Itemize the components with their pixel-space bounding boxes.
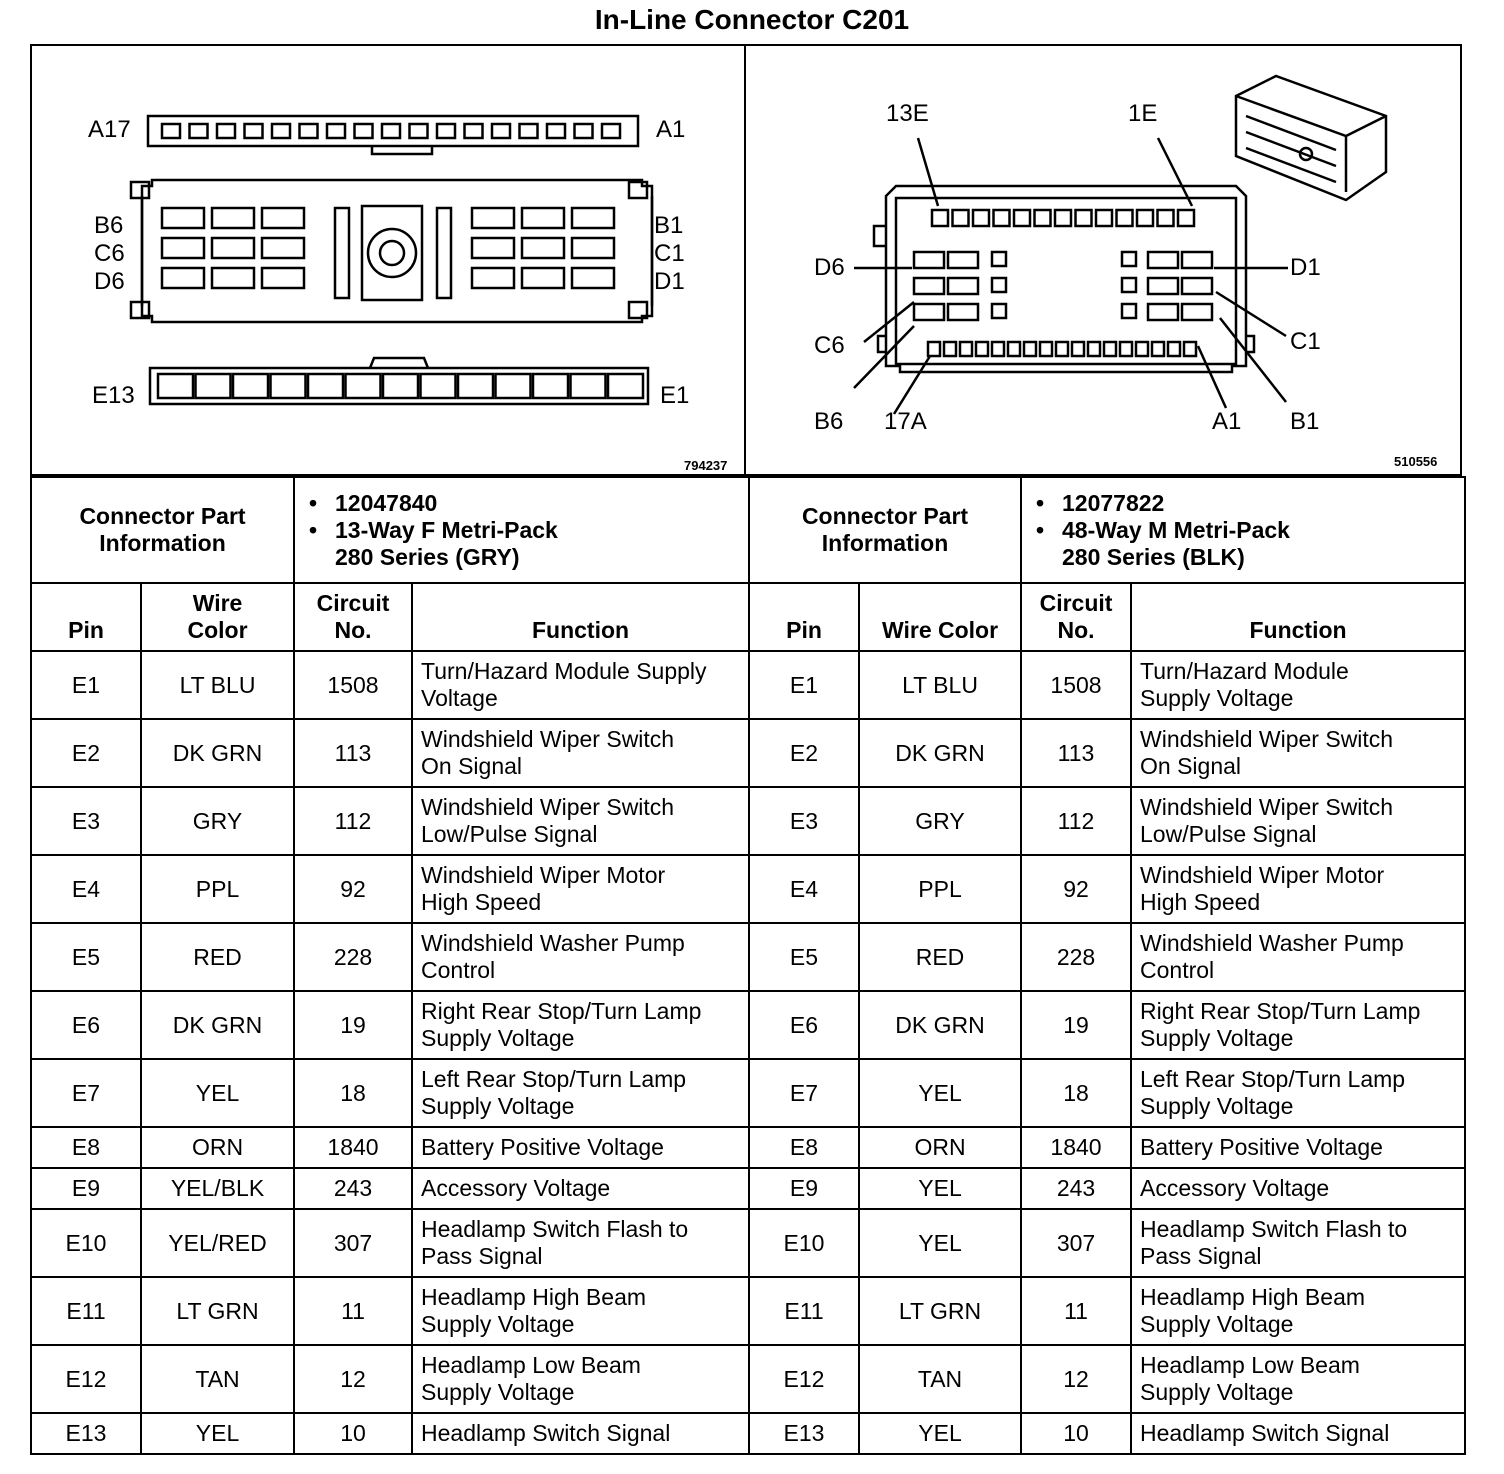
function-cell bbox=[412, 855, 749, 923]
wire-color-cell: DK GRN bbox=[859, 991, 1021, 1059]
circuit-cell: 228 bbox=[1021, 923, 1131, 991]
part-description: 13-Way F Metri-Pack bbox=[335, 516, 558, 543]
wire-color-cell: YEL bbox=[141, 1413, 294, 1454]
function-line-2: Supply Voltage bbox=[1140, 685, 1294, 711]
function-line-2: High Speed bbox=[421, 889, 542, 915]
pin-cell: E4 bbox=[749, 855, 859, 923]
circuit-cell: 243 bbox=[1021, 1168, 1131, 1209]
table-row bbox=[31, 719, 749, 787]
wire-color-cell: GRY bbox=[141, 787, 294, 855]
pin-cell: E3 bbox=[31, 787, 141, 855]
wire-color-cell: GRY bbox=[859, 787, 1021, 855]
circuit-cell: 19 bbox=[294, 991, 412, 1059]
function-cell bbox=[1131, 991, 1465, 1059]
pin-cell: E3 bbox=[749, 787, 859, 855]
label-d1: D1 bbox=[654, 268, 685, 295]
label-d6: D6 bbox=[814, 254, 845, 281]
wire-color-cell: PPL bbox=[859, 855, 1021, 923]
wire-color-cell: DK GRN bbox=[141, 719, 294, 787]
header-function: Function bbox=[412, 583, 749, 651]
wire-color-cell: DK GRN bbox=[141, 991, 294, 1059]
function-line-1: Turn/Hazard Module bbox=[1140, 658, 1349, 684]
label-c6: C6 bbox=[814, 332, 845, 359]
table-row bbox=[749, 923, 1465, 991]
header-circuit-no: Circuit No. bbox=[294, 583, 412, 651]
function-line-1: Windshield Wiper Motor bbox=[421, 862, 666, 888]
wire-color-cell: PPL bbox=[141, 855, 294, 923]
wire-color-cell: TAN bbox=[859, 1345, 1021, 1413]
pin-cell: E8 bbox=[749, 1127, 859, 1168]
function-line-2: Supply Voltage bbox=[1140, 1025, 1294, 1051]
table-header-row bbox=[749, 583, 1465, 651]
pin-cell: E7 bbox=[749, 1059, 859, 1127]
pin-cell: E6 bbox=[749, 991, 859, 1059]
function-cell bbox=[412, 787, 749, 855]
connector-part-info-row bbox=[31, 477, 749, 583]
function-line-2: Supply Voltage bbox=[1140, 1311, 1294, 1337]
part-series: 280 Series (BLK) bbox=[1062, 543, 1245, 570]
label-d1: D1 bbox=[1290, 254, 1321, 281]
wire-color-cell: RED bbox=[141, 923, 294, 991]
circuit-cell: 307 bbox=[294, 1209, 412, 1277]
connector-part-info-label: Connector Part Information bbox=[31, 477, 294, 583]
header-pin: Pin bbox=[749, 583, 859, 651]
label-b1: B1 bbox=[654, 212, 684, 239]
function-line-1: Windshield Wiper Switch bbox=[421, 726, 675, 752]
circuit-cell: 1840 bbox=[294, 1127, 412, 1168]
table-row bbox=[749, 1127, 1465, 1168]
function-cell bbox=[412, 923, 749, 991]
pin-cell: E2 bbox=[31, 719, 141, 787]
right-table-body bbox=[749, 651, 1465, 1454]
pin-cell: E11 bbox=[31, 1277, 141, 1345]
circuit-cell: 92 bbox=[1021, 855, 1131, 923]
function-line-2: Low/Pulse Signal bbox=[1140, 821, 1317, 847]
circuit-cell: 12 bbox=[294, 1345, 412, 1413]
wire-color-cell: RED bbox=[859, 923, 1021, 991]
part-description: 48-Way M Metri-Pack bbox=[1062, 516, 1290, 543]
label-c1: C1 bbox=[1290, 328, 1321, 355]
right-connector-drawing bbox=[746, 46, 1460, 474]
table-row bbox=[31, 1277, 749, 1345]
circuit-cell: 19 bbox=[1021, 991, 1131, 1059]
pin-cell: E5 bbox=[749, 923, 859, 991]
header-circuit-no: Circuit No. bbox=[1021, 583, 1131, 651]
function-line-2: Supply Voltage bbox=[1140, 1379, 1294, 1405]
function-line-1: Windshield Washer Pump bbox=[421, 930, 685, 956]
table-header-row bbox=[31, 583, 749, 651]
wire-color-cell: LT GRN bbox=[859, 1277, 1021, 1345]
function-line-2: Pass Signal bbox=[1140, 1243, 1262, 1269]
header-wire-color: Wire Color bbox=[141, 583, 294, 651]
table-row bbox=[749, 719, 1465, 787]
circuit-cell: 11 bbox=[294, 1277, 412, 1345]
wire-color-cell: LT BLU bbox=[141, 651, 294, 719]
function-line-1: Windshield Wiper Motor bbox=[1140, 862, 1385, 888]
function-cell bbox=[1131, 923, 1465, 991]
label-b1: B1 bbox=[1290, 408, 1320, 435]
label-e1: E1 bbox=[660, 382, 690, 409]
wire-color-cell: ORN bbox=[141, 1127, 294, 1168]
function-line-1: Windshield Wiper Switch bbox=[1140, 726, 1394, 752]
function-line-2: Supply Voltage bbox=[421, 1025, 575, 1051]
circuit-cell: 10 bbox=[1021, 1413, 1131, 1454]
function-line-1: Battery Positive Voltage bbox=[1140, 1134, 1383, 1160]
table-row bbox=[31, 1168, 749, 1209]
table-row bbox=[31, 1345, 749, 1413]
wire-color-cell: LT GRN bbox=[141, 1277, 294, 1345]
table-row bbox=[749, 1413, 1465, 1454]
label-c1: C1 bbox=[654, 240, 685, 267]
part-series: 280 Series (GRY) bbox=[335, 543, 520, 570]
pin-cell: E9 bbox=[31, 1168, 141, 1209]
table-row bbox=[31, 1209, 749, 1277]
table-row bbox=[31, 1413, 749, 1454]
connector-part-info-values: • 12077822 • 48-Way M Metri-Pack 280 Series (BLK) bbox=[1021, 477, 1465, 583]
function-line-1: Accessory Voltage bbox=[1140, 1175, 1330, 1201]
function-line-1: Left Rear Stop/Turn Lamp bbox=[1140, 1066, 1406, 1092]
pin-cell: E13 bbox=[749, 1413, 859, 1454]
circuit-cell: 1508 bbox=[294, 651, 412, 719]
wire-color-cell: YEL bbox=[859, 1168, 1021, 1209]
pin-cell: E8 bbox=[31, 1127, 141, 1168]
function-cell bbox=[1131, 787, 1465, 855]
right-connector-figure bbox=[746, 44, 1462, 476]
pin-cell: E4 bbox=[31, 855, 141, 923]
pin-cell: E1 bbox=[749, 651, 859, 719]
pin-cell: E13 bbox=[31, 1413, 141, 1454]
circuit-cell: 92 bbox=[294, 855, 412, 923]
pin-cell: E6 bbox=[31, 991, 141, 1059]
wire-color-cell: YEL/BLK bbox=[141, 1168, 294, 1209]
function-line-1: Battery Positive Voltage bbox=[421, 1134, 664, 1160]
wire-color-cell: YEL bbox=[859, 1209, 1021, 1277]
circuit-cell: 113 bbox=[1021, 719, 1131, 787]
function-cell bbox=[1131, 1277, 1465, 1345]
function-line-2: Pass Signal bbox=[421, 1243, 543, 1269]
circuit-cell: 243 bbox=[294, 1168, 412, 1209]
table-row bbox=[749, 855, 1465, 923]
function-line-1: Headlamp High Beam bbox=[1140, 1284, 1366, 1310]
right-pinout-table bbox=[748, 476, 1466, 1455]
pin-cell: E7 bbox=[31, 1059, 141, 1127]
label-a17: A17 bbox=[88, 116, 131, 143]
label-17a: 17A bbox=[884, 408, 927, 435]
function-line-1: Right Rear Stop/Turn Lamp bbox=[421, 998, 702, 1024]
page-title: In-Line Connector C201 bbox=[594, 4, 910, 35]
function-line-1: Accessory Voltage bbox=[421, 1175, 611, 1201]
function-cell bbox=[1131, 855, 1465, 923]
function-line-2: Low/Pulse Signal bbox=[421, 821, 598, 847]
table-row bbox=[749, 787, 1465, 855]
table-row bbox=[31, 855, 749, 923]
function-cell bbox=[412, 1127, 749, 1168]
circuit-cell: 18 bbox=[294, 1059, 412, 1127]
table-row bbox=[31, 651, 749, 719]
label-e13: E13 bbox=[92, 382, 135, 409]
function-line-1: Headlamp High Beam bbox=[421, 1284, 647, 1310]
function-line-1: Headlamp Low Beam bbox=[1140, 1352, 1360, 1378]
function-cell bbox=[1131, 719, 1465, 787]
part-number: 12077822 bbox=[1062, 489, 1165, 516]
left-connector-figure bbox=[30, 44, 746, 476]
figure-code: 510556 bbox=[1394, 454, 1438, 469]
function-line-1: Left Rear Stop/Turn Lamp bbox=[421, 1066, 687, 1092]
function-line-2: Supply Voltage bbox=[1140, 1093, 1294, 1119]
function-cell bbox=[412, 719, 749, 787]
label-c6: C6 bbox=[94, 240, 125, 267]
label-b6: B6 bbox=[94, 212, 124, 239]
function-line-2: Control bbox=[421, 957, 496, 983]
function-line-2: Supply Voltage bbox=[421, 1379, 575, 1405]
table-row bbox=[749, 1277, 1465, 1345]
function-line-2: On Signal bbox=[1140, 753, 1242, 779]
wire-color-cell: YEL/RED bbox=[141, 1209, 294, 1277]
pin-cell: E9 bbox=[749, 1168, 859, 1209]
label-1e: 1E bbox=[1128, 100, 1158, 127]
connector-part-info-label: Connector Part Information bbox=[749, 477, 1021, 583]
label-d6: D6 bbox=[94, 268, 125, 295]
function-cell bbox=[412, 1209, 749, 1277]
header-pin: Pin bbox=[31, 583, 141, 651]
table-row bbox=[31, 1127, 749, 1168]
pin-cell: E2 bbox=[749, 719, 859, 787]
function-cell bbox=[412, 1413, 749, 1454]
pin-cell: E12 bbox=[31, 1345, 141, 1413]
table-row bbox=[749, 1345, 1465, 1413]
wire-color-cell: LT BLU bbox=[859, 651, 1021, 719]
pin-cell: E5 bbox=[31, 923, 141, 991]
function-line-1: Headlamp Switch Flash to bbox=[1140, 1216, 1408, 1242]
circuit-cell: 307 bbox=[1021, 1209, 1131, 1277]
pin-cell: E12 bbox=[749, 1345, 859, 1413]
left-pinout-table bbox=[30, 476, 750, 1455]
circuit-cell: 18 bbox=[1021, 1059, 1131, 1127]
wire-color-cell: DK GRN bbox=[859, 719, 1021, 787]
wire-color-cell: ORN bbox=[859, 1127, 1021, 1168]
function-cell bbox=[1131, 1168, 1465, 1209]
function-line-1: Headlamp Switch Signal bbox=[1140, 1420, 1390, 1446]
table-row bbox=[749, 1059, 1465, 1127]
function-line-1: Turn/Hazard Module Supply bbox=[421, 658, 707, 684]
function-cell bbox=[412, 1168, 749, 1209]
table-row bbox=[31, 1059, 749, 1127]
function-cell bbox=[412, 1345, 749, 1413]
function-cell bbox=[1131, 651, 1465, 719]
function-line-1: Windshield Washer Pump bbox=[1140, 930, 1404, 956]
label-b6: B6 bbox=[814, 408, 844, 435]
header-wire-color: Wire Color bbox=[859, 583, 1021, 651]
function-line-1: Windshield Wiper Switch bbox=[421, 794, 675, 820]
function-cell bbox=[1131, 1413, 1465, 1454]
pin-cell: E1 bbox=[31, 651, 141, 719]
label-a1: A1 bbox=[1212, 408, 1242, 435]
table-row bbox=[31, 787, 749, 855]
function-cell bbox=[412, 991, 749, 1059]
wire-color-cell: TAN bbox=[141, 1345, 294, 1413]
connector-part-info-values: • 12047840 • 13-Way F Metri-Pack 280 Series (GRY) bbox=[294, 477, 749, 583]
circuit-cell: 1508 bbox=[1021, 651, 1131, 719]
circuit-cell: 228 bbox=[294, 923, 412, 991]
label-a1: A1 bbox=[656, 116, 686, 143]
circuit-cell: 10 bbox=[294, 1413, 412, 1454]
function-line-2: Control bbox=[1140, 957, 1215, 983]
function-line-2: Supply Voltage bbox=[421, 1093, 575, 1119]
table-row bbox=[749, 651, 1465, 719]
function-line-2: Supply Voltage bbox=[421, 1311, 575, 1337]
label-13e: 13E bbox=[886, 100, 929, 127]
table-row bbox=[749, 991, 1465, 1059]
function-line-1: Headlamp Switch Signal bbox=[421, 1420, 671, 1446]
table-row bbox=[749, 1168, 1465, 1209]
function-line-1: Headlamp Low Beam bbox=[421, 1352, 641, 1378]
function-line-2: Voltage bbox=[421, 685, 498, 711]
function-line-2: On Signal bbox=[421, 753, 523, 779]
function-cell bbox=[1131, 1127, 1465, 1168]
function-line-1: Right Rear Stop/Turn Lamp bbox=[1140, 998, 1421, 1024]
pin-cell: E10 bbox=[749, 1209, 859, 1277]
circuit-cell: 1840 bbox=[1021, 1127, 1131, 1168]
connector-part-info-row bbox=[749, 477, 1465, 583]
left-table-body bbox=[31, 651, 749, 1454]
pin-cell: E10 bbox=[31, 1209, 141, 1277]
function-cell bbox=[1131, 1209, 1465, 1277]
function-cell bbox=[412, 651, 749, 719]
pin-cell: E11 bbox=[749, 1277, 859, 1345]
function-line-1: Windshield Wiper Switch bbox=[1140, 794, 1394, 820]
left-connector-drawing bbox=[32, 46, 744, 474]
function-cell bbox=[412, 1059, 749, 1127]
table-row bbox=[749, 1209, 1465, 1277]
header-function: Function bbox=[1131, 583, 1465, 651]
table-row bbox=[31, 991, 749, 1059]
wire-color-cell: YEL bbox=[859, 1059, 1021, 1127]
table-row bbox=[31, 923, 749, 991]
function-cell bbox=[412, 1277, 749, 1345]
figure-code: 794237 bbox=[684, 458, 728, 473]
function-line-1: Headlamp Switch Flash to bbox=[421, 1216, 689, 1242]
circuit-cell: 12 bbox=[1021, 1345, 1131, 1413]
circuit-cell: 11 bbox=[1021, 1277, 1131, 1345]
function-cell bbox=[1131, 1059, 1465, 1127]
wire-color-cell: YEL bbox=[859, 1413, 1021, 1454]
circuit-cell: 113 bbox=[294, 719, 412, 787]
circuit-cell: 112 bbox=[294, 787, 412, 855]
function-line-2: High Speed bbox=[1140, 889, 1261, 915]
part-number: 12047840 bbox=[335, 489, 438, 516]
wire-color-cell: YEL bbox=[141, 1059, 294, 1127]
function-cell bbox=[1131, 1345, 1465, 1413]
circuit-cell: 112 bbox=[1021, 787, 1131, 855]
